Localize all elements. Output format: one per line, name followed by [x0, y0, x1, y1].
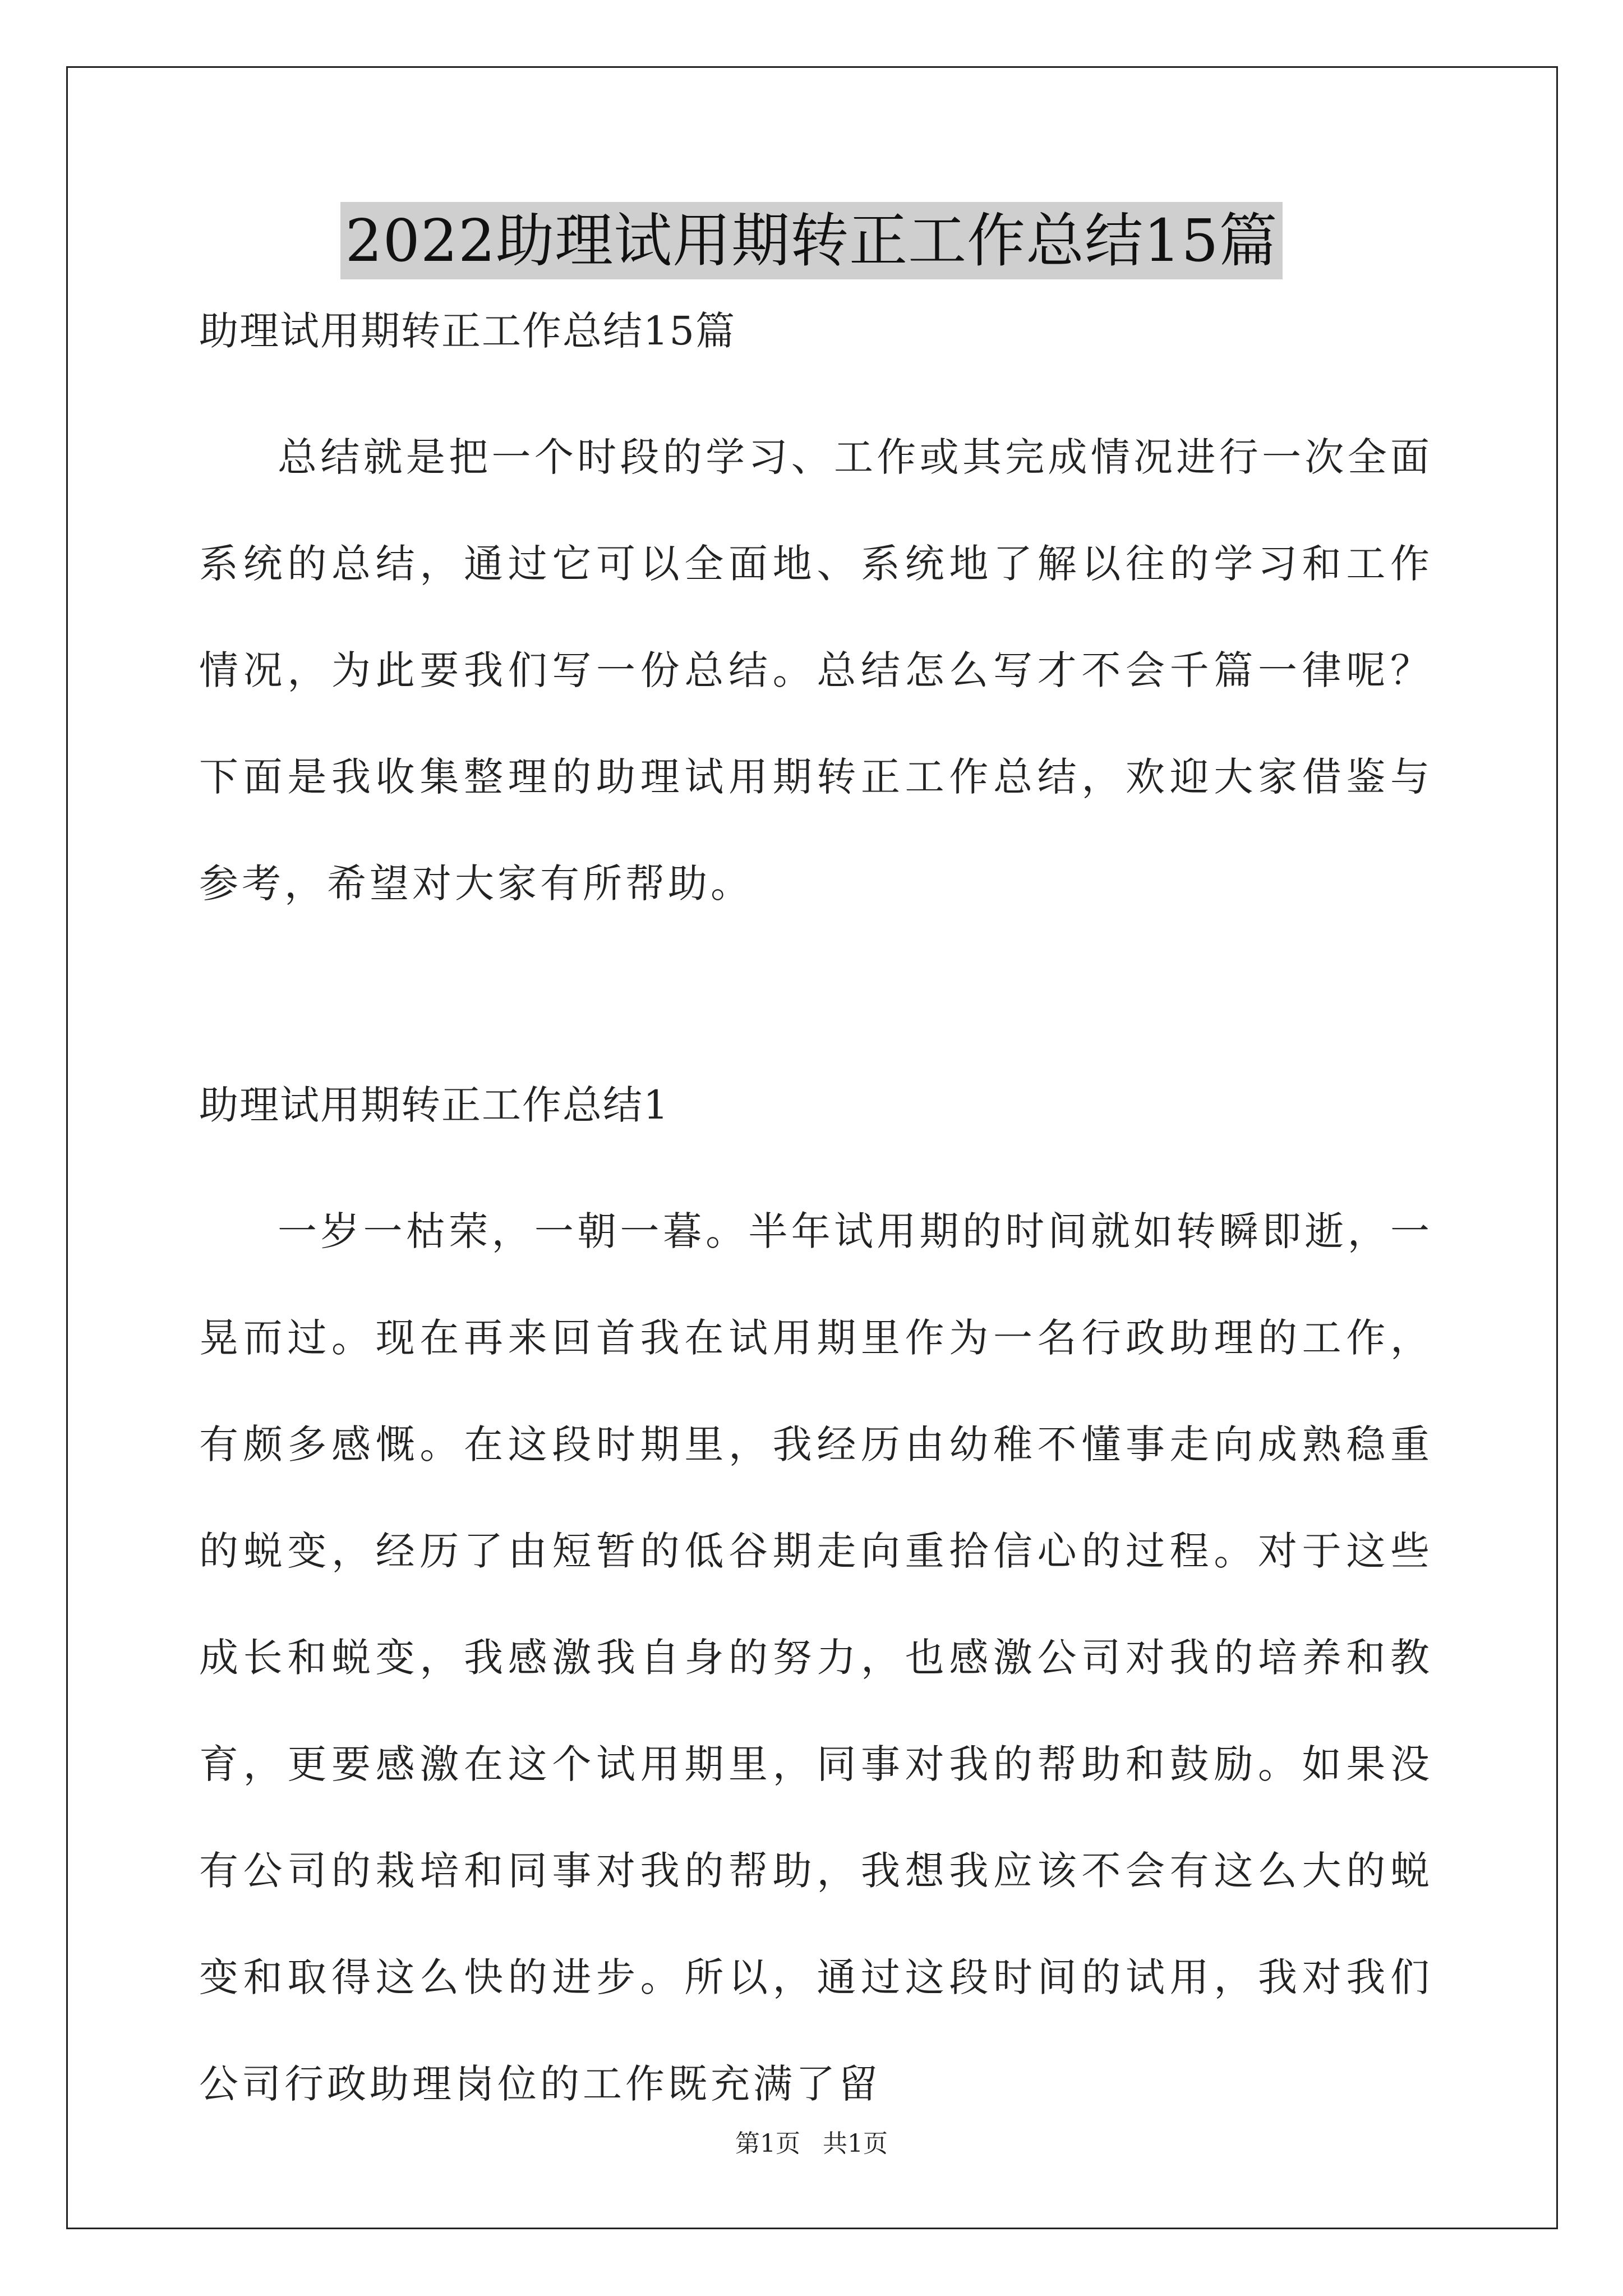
document-subtitle: 助理试用期转正工作总结15篇 [199, 308, 736, 354]
document-title: 2022助理试用期转正工作总结15篇 [340, 202, 1282, 279]
spacer [199, 1133, 1433, 1178]
page-footer [0, 2123, 1623, 2159]
section-heading: 助理试用期转正工作总结1 [199, 1082, 670, 1128]
title-container [0, 202, 1623, 279]
section-paragraph: 一岁一枯荣，一朝一暮。半年试用期的时间就如转瞬即逝，一晃而过。现在再来回首我在试用期里作为一名行政助理的工作，有颇多感慨。在这段时期里，我经历由幼稚不懂事走向成熟稳重的蜕变，经历了由短暂的低谷期走向重拾信心的过程。对于这些成长和蜕变，我感激我自身的努力，也感激公司对我的培养和教育，更要感激在这个试用期里，同事对我的帮助和鼓励。如果没有公司的栽培和同事对我的帮助，我想我应该不会有这么大的蜕变和取得这么快的进步。所以，通过这段时间的试用，我对我们公司行政助理岗位的工作既充满了留 [199, 1208, 1433, 2107]
document-body [199, 303, 1433, 2137]
page-total: 共1页 [823, 2129, 888, 2158]
spacer [199, 937, 1433, 1077]
spacer [199, 359, 1433, 404]
page-number: 第1页 [735, 2129, 800, 2158]
intro-paragraph: 总结就是把一个时段的学习、工作或其完成情况进行一次全面系统的总结，通过它可以全面地、系统地了解以往的学习和工作情况，为此要我们写一份总结。总结怎么写才不会千篇一律呢？下面是我收集整理的助理试用期转正工作总结，欢迎大家借鉴与参考，希望对大家有所帮助。 [199, 434, 1433, 907]
